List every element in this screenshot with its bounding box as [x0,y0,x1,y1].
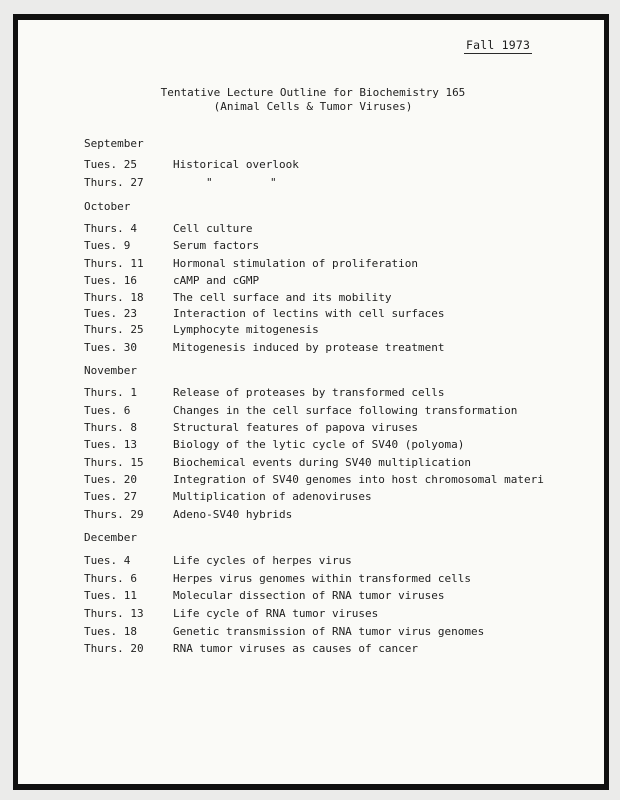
lecture-date: Tues. 6 [84,404,131,417]
lecture-date: Tues. 20 [84,473,137,486]
lecture-date: Thurs. 4 [84,222,137,235]
lecture-topic: Biochemical events during SV40 multiplication [173,456,472,469]
lecture-topic: Life cycles of herpes virus [173,554,352,567]
lecture-topic: cAMP and cGMP [173,274,260,287]
lecture-date: Tues. 30 [84,341,137,354]
lecture-topic: Adeno-SV40 hybrids [173,508,293,521]
ditto-mark: " [270,176,277,189]
lecture-topic: Genetic transmission of RNA tumor virus genomes [173,625,485,638]
lecture-topic: Release of proteases by transformed cells [173,386,445,399]
lecture-topic: Biology of the lytic cycle of SV40 (polyoma) [173,438,465,451]
lecture-topic: Cell culture [173,222,253,235]
lecture-date: Tues. 16 [84,274,137,287]
lecture-date: Thurs. 29 [84,508,144,521]
lecture-topic: Interaction of lectins with cell surfaces [173,307,445,320]
term-label: Fall 1973 [466,38,531,52]
term-underline [464,53,532,54]
lecture-date: Thurs. 18 [84,291,144,304]
lecture-topic: Hormonal stimulation of proliferation [173,257,419,270]
lecture-topic: Changes in the cell surface following transformation [173,404,518,417]
lecture-date: Tues. 18 [84,625,137,638]
lecture-date: Thurs. 15 [84,456,144,469]
lecture-date: Thurs. 27 [84,176,144,189]
lecture-date: Tues. 11 [84,589,137,602]
lecture-topic: Structural features of papova viruses [173,421,419,434]
lecture-date: Tues. 27 [84,490,137,503]
lecture-date: Thurs. 1 [84,386,137,399]
month-heading: September [84,137,144,150]
lecture-date: Thurs. 20 [84,642,144,655]
lecture-topic: Herpes virus genomes within transformed cells [173,572,472,585]
lecture-date: Tues. 25 [84,158,137,171]
month-heading: October [84,200,131,213]
lecture-date: Thurs. 6 [84,572,137,585]
lecture-date: Thurs. 8 [84,421,137,434]
month-heading: December [84,531,137,544]
lecture-topic: Multiplication of adenoviruses [173,490,372,503]
lecture-topic: RNA tumor viruses as causes of cancer [173,642,419,655]
ditto-mark: " [206,176,213,189]
lecture-date: Thurs. 13 [84,607,144,620]
lecture-topic: Lymphocyte mitogenesis [173,323,319,336]
lecture-date: Tues. 23 [84,307,137,320]
lecture-topic: Molecular dissection of RNA tumor viruses [173,589,445,602]
lecture-date: Tues. 13 [84,438,137,451]
lecture-topic: Historical overlook [173,158,299,171]
document-page [18,20,604,784]
lecture-date: Tues. 9 [84,239,131,252]
document-subtitle: (Animal Cells & Tumor Viruses) [213,100,413,113]
lecture-date: Thurs. 11 [84,257,144,270]
lecture-topic: Serum factors [173,239,260,252]
lecture-topic: Mitogenesis induced by protease treatment [173,341,445,354]
lecture-topic: Integration of SV40 genomes into host chromosomal materi [173,473,544,486]
document-title: Tentative Lecture Outline for Biochemistry 165 [160,86,466,99]
lecture-date: Tues. 4 [84,554,131,567]
lecture-topic: The cell surface and its mobility [173,291,392,304]
month-heading: November [84,364,137,377]
lecture-topic: Life cycle of RNA tumor viruses [173,607,379,620]
lecture-date: Thurs. 25 [84,323,144,336]
